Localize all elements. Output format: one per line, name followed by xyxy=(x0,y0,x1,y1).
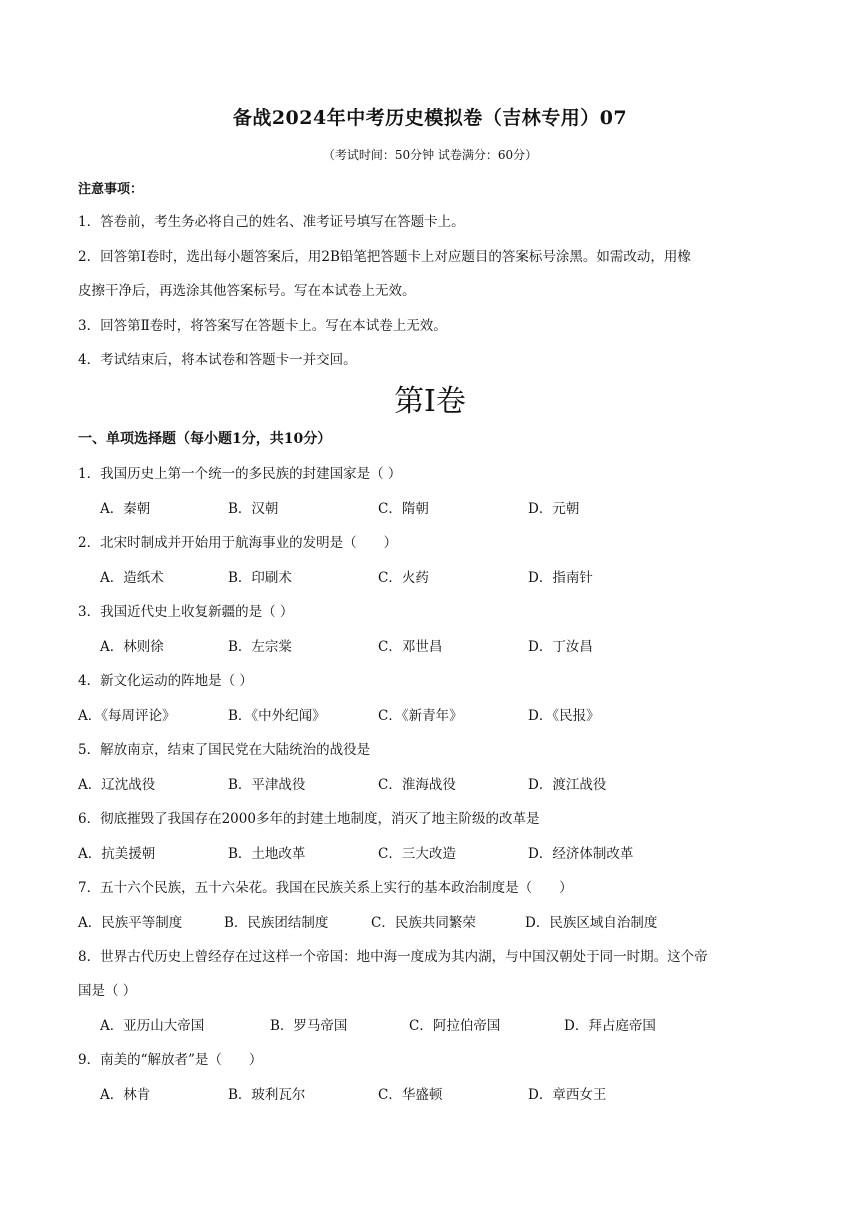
question-stem: 2．北宋时制成并开始用于航海事业的发明是（ ） xyxy=(78,535,398,551)
option-b: B．民族团结制度 xyxy=(224,915,329,931)
option-c: C．邓世昌 xyxy=(378,639,443,655)
option-c: C．隋朝 xyxy=(378,501,429,517)
option-a: A．林肯 xyxy=(100,1087,151,1103)
notice-line: 1．答卷前，考生务必将自己的姓名、准考证号填写在答题卡上。 xyxy=(78,214,465,230)
volume-heading: 第Ⅰ卷 xyxy=(394,384,466,419)
notice-line: 3．回答第Ⅱ卷时，将答案写在答题卡上。写在本试卷上无效。 xyxy=(78,318,447,334)
question-stem: 9．南美的“解放者”是（ ） xyxy=(78,1052,263,1068)
option-c: C．三大改造 xyxy=(378,846,456,862)
option-d: D．经济体制改革 xyxy=(528,846,634,862)
option-c: C．华盛顿 xyxy=(378,1087,443,1103)
option-d: D．指南针 xyxy=(528,570,593,586)
option-c: C．淮海战役 xyxy=(378,777,456,793)
option-b: B．罗马帝国 xyxy=(270,1018,348,1034)
option-b: B．玻利瓦尔 xyxy=(228,1087,306,1103)
question-stem: 5．解放南京，结束了国民党在大陆统治的战役是 xyxy=(78,742,371,758)
option-a: A．辽沈战役 xyxy=(78,777,156,793)
option-d: D．拜占庭帝国 xyxy=(564,1018,656,1034)
exam-title: 备战2024年中考历史模拟卷（吉林专用）07 xyxy=(232,107,628,129)
option-d: D．民族区域自治制度 xyxy=(525,915,658,931)
option-a: A．抗美援朝 xyxy=(78,846,156,862)
question-stem: 6．彻底摧毁了我国存在2000多年的封建土地制度，消灭了地主阶级的改革是 xyxy=(78,811,540,827)
option-a: A．秦朝 xyxy=(100,501,151,517)
option-b: B．汉朝 xyxy=(228,501,279,517)
question-stem: 4．新文化运动的阵地是（ ） xyxy=(78,673,253,689)
option-a: A．《每周评论》 xyxy=(78,708,176,724)
option-a: A．亚历山大帝国 xyxy=(100,1018,205,1034)
option-d: D．渡江战役 xyxy=(528,777,607,793)
option-d: D．章西女王 xyxy=(528,1087,607,1103)
option-d: D．丁汝昌 xyxy=(528,639,593,655)
option-a: A．林则徐 xyxy=(100,639,164,655)
notice-line: 4．考试结束后，将本试卷和答题卡一并交回。 xyxy=(78,352,357,368)
option-c: C．火药 xyxy=(378,570,429,586)
question-stem: 8．世界古代历史上曾经存在过这样一个帝国：地中海一度成为其内湖，与中国汉朝处于同一时期。这个帝 xyxy=(78,949,708,965)
option-c: C．阿拉伯帝国 xyxy=(409,1018,501,1034)
option-d: D．元朝 xyxy=(528,501,580,517)
question-stem: 3．我国近代史上收复新疆的是（ ） xyxy=(78,604,294,620)
question-stem-continued: 国是（ ） xyxy=(78,983,137,999)
option-b: B．土地改革 xyxy=(228,846,306,862)
section-heading: 一、单项选择题（每小题1分，共10分） xyxy=(78,431,332,447)
option-a: A．民族平等制度 xyxy=(78,915,183,931)
notice-line: 皮擦干净后，再选涂其他答案标号。写在本试卷上无效。 xyxy=(78,283,416,299)
option-b: B．左宗棠 xyxy=(228,639,292,655)
option-d: D．《民报》 xyxy=(528,708,600,724)
option-c: C．民族共同繁荣 xyxy=(371,915,476,931)
question-stem: 1．我国历史上第一个统一的多民族的封建国家是（ ） xyxy=(78,466,402,482)
question-stem: 7．五十六个民族，五十六朵花。我国在民族关系上实行的基本政治制度是（ ） xyxy=(78,880,573,896)
option-b: B．印刷术 xyxy=(228,570,292,586)
option-b: B．《中外纪闻》 xyxy=(228,708,326,724)
exam-subtitle: （考试时间：50分钟 试卷满分：60分） xyxy=(322,148,538,162)
option-b: B．平津战役 xyxy=(228,777,306,793)
notice-heading: 注意事项： xyxy=(78,182,144,197)
notice-line: 2．回答第Ⅰ卷时，选出每小题答案后，用2B铅笔把答题卡上对应题目的答案标号涂黑。如需改动，用橡 xyxy=(78,249,691,265)
option-a: A．造纸术 xyxy=(100,570,164,586)
option-c: C．《新青年》 xyxy=(378,708,463,724)
